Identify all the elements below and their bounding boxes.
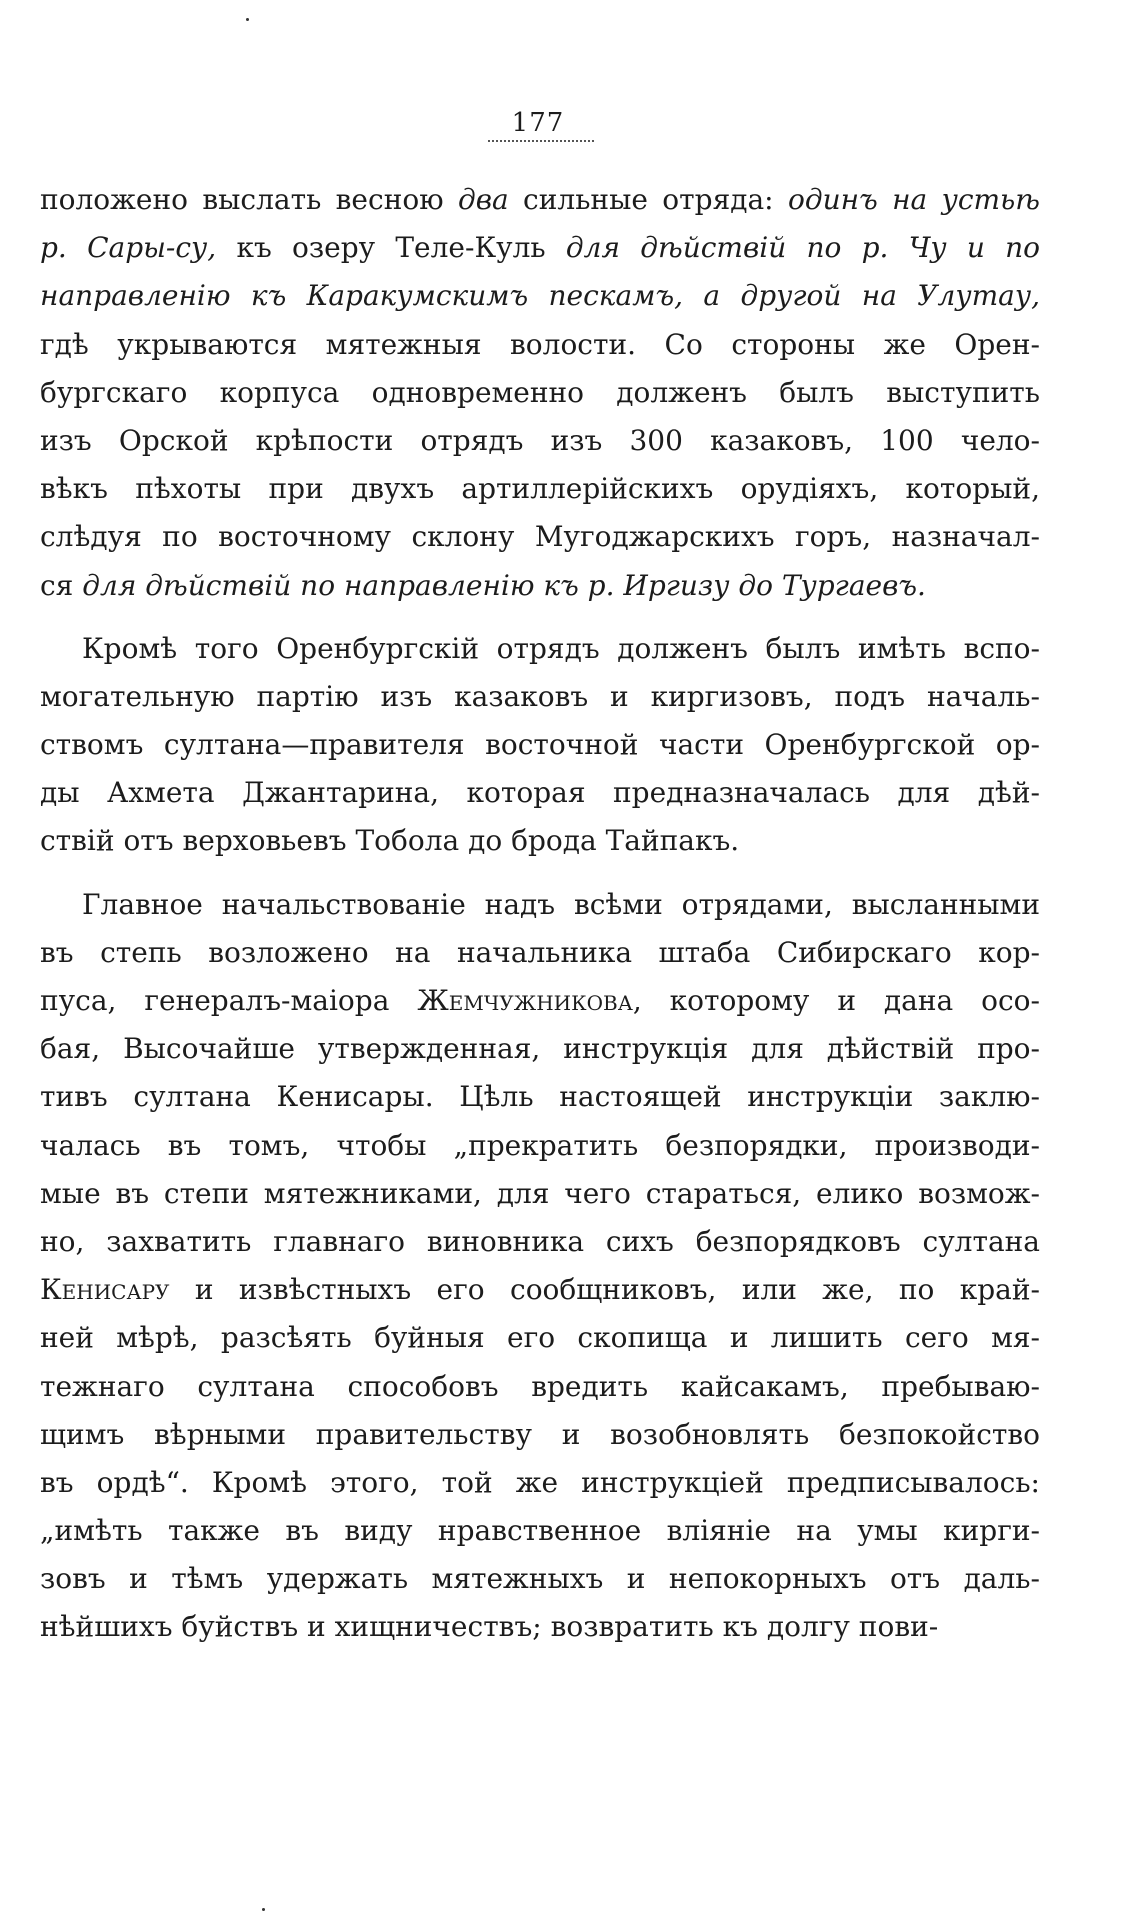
- text-line: „имѣть также въ виду нравственное вліяніе на умы кирги-: [40, 1514, 1040, 1548]
- text-line: [40, 272, 1040, 320]
- text-line: могательную партію изъ казаковъ и киргизовъ, подъ началь-: [40, 679, 1040, 713]
- text-line: чалась въ томъ, чтобы „прекратить безпорядки, производи-: [40, 1128, 1040, 1162]
- text-line: нѣйшихъ буйствъ и хищничествъ; возвратить къ долгу пови-: [40, 1610, 939, 1644]
- text-line: пуса, генералъ-маіора Жемчужникова, которому и дана осо-: [40, 984, 1040, 1017]
- italic-text: для дѣйствій по р. Чу и по: [565, 231, 1040, 265]
- text-line: гдѣ укрываются мятежныя волости. Со стороны же Орен-: [40, 327, 1040, 361]
- text-line: слѣдуя по восточному склону Мугоджарскихъ горъ, назначал-: [40, 520, 1040, 554]
- page-number-rule: [488, 140, 594, 142]
- smallcaps-name: Кенисару: [40, 1273, 170, 1307]
- italic-text: одинъ на устьѣ: [787, 183, 1040, 216]
- text-line: ды Ахмета Джантарина, которая предназначалась для дѣй-: [40, 776, 1040, 810]
- text-line: тивъ султана Кенисары. Цѣль настоящей инструкціи заклю-: [40, 1080, 1040, 1114]
- text-line: въ ордѣ“. Кромѣ этого, той же инструкціей предписывалось:: [40, 1465, 1040, 1499]
- scan-speck: [262, 1908, 265, 1911]
- text-line: изъ Орской крѣпости отрядъ изъ 300 казаковъ, 100 чело-: [40, 423, 1040, 457]
- paragraph: [40, 881, 1040, 1652]
- paragraph-gap: [40, 610, 1040, 625]
- scan-speck: [246, 18, 249, 21]
- text-line: р. Сары-су, къ озеру Теле-Куль для дѣйствій по р. Чу и по: [40, 231, 1040, 265]
- page-header: [0, 108, 1140, 138]
- text-line: но, захватить главнаго виновника сихъ безпорядковъ султана: [40, 1224, 1040, 1258]
- italic-text: направленію къ Каракумскимъ пескамъ, а другой на Улутау,: [40, 279, 1040, 313]
- italic-text: р. Сары-су,: [40, 231, 217, 265]
- text-line: ся для дѣйствій по направленію къ р. Иргизу до Тургаевъ.: [40, 568, 926, 602]
- text-line: положено выслать весною два сильные отряда: одинъ на устьѣ: [40, 183, 1040, 216]
- text-line: бая, Высочайше утвержденная, инструкція для дѣйствій про-: [40, 1032, 1040, 1066]
- text-line: вѣкъ пѣхоты при двухъ артиллерійскихъ орудіяхъ, который,: [40, 472, 1040, 506]
- text-line: ней мѣрѣ, разсѣять буйныя его скопища и лишить сего мя-: [40, 1321, 1040, 1355]
- text-line: зовъ и тѣмъ удержать мятежныхъ и непокорныхъ отъ даль-: [40, 1562, 1040, 1596]
- italic-text: для дѣйствій по направленію къ р. Иргизу до Тургаевъ.: [82, 568, 926, 602]
- text-line: щимъ вѣрными правительству и возобновлять безпокойство: [40, 1417, 1040, 1451]
- text-line: Главное начальствованіе надъ всѣми отрядами, высланными: [82, 887, 1040, 921]
- paragraph-gap: [40, 866, 1040, 881]
- italic-text: два: [457, 183, 509, 216]
- text-line: Кенисару и извѣстныхъ его сообщниковъ, или же, по край-: [40, 1273, 1040, 1307]
- paragraph: [40, 625, 1040, 866]
- text-line: ствомъ султана—правителя восточной части Оренбургской ор-: [40, 728, 1040, 762]
- text-line: тежнаго султана способовъ вредить кайсакамъ, пребываю-: [40, 1369, 1040, 1403]
- page-number: 177: [511, 108, 565, 138]
- text-line: мые въ степи мятежниками, для чего стараться, елико возмож-: [40, 1176, 1040, 1210]
- text-line: бургскаго корпуса одновременно долженъ былъ выступить: [40, 375, 1040, 409]
- text-line: въ степь возложено на начальника штаба Сибирскаго кор-: [40, 935, 1040, 969]
- smallcaps-name: Жемчужникова: [417, 984, 633, 1017]
- text-line: ствій отъ верховьевъ Тобола до брода Тайпакъ.: [40, 824, 740, 858]
- body-text: [40, 176, 1040, 1652]
- text-line: Кромѣ того Оренбургскій отрядъ долженъ былъ имѣть вспо-: [82, 631, 1040, 665]
- paragraph: [40, 176, 1040, 610]
